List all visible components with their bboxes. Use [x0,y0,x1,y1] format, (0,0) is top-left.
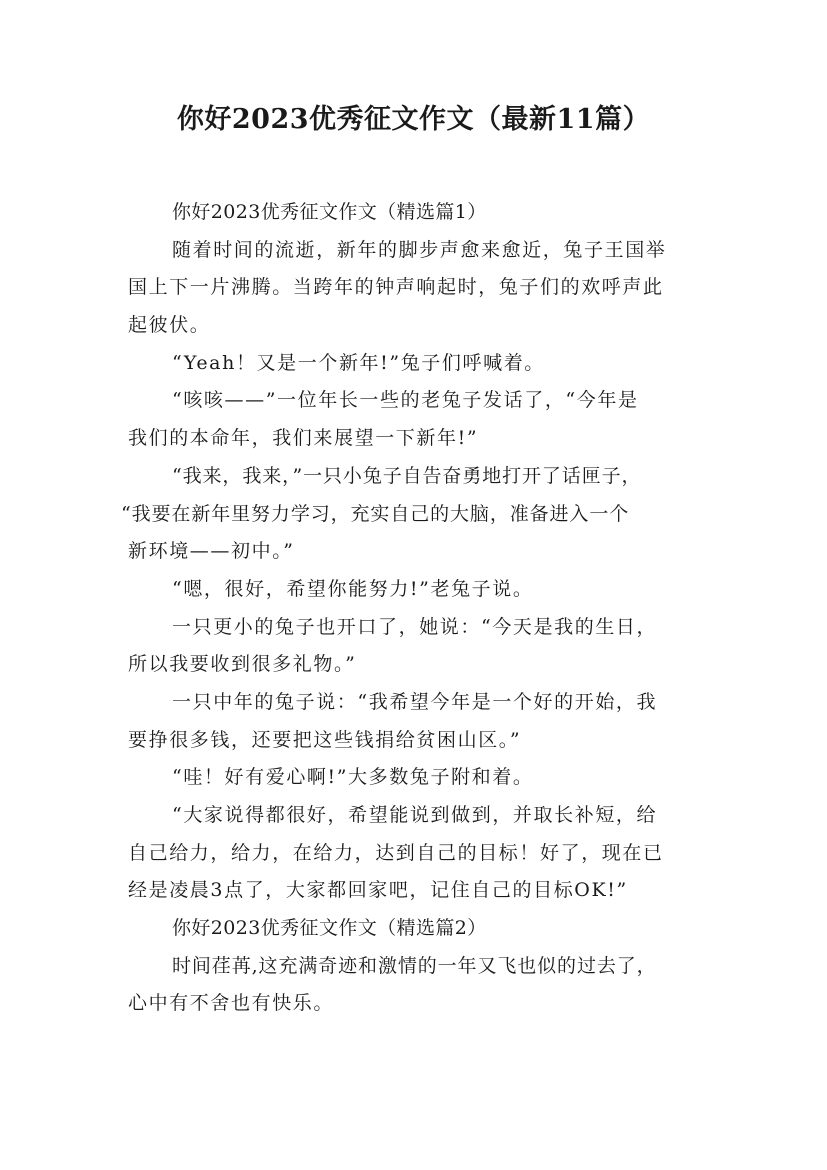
paragraph-line: “大家说得都很好，希望能说到做到，并取长补短，给 [172,804,658,826]
paragraph-line: 心中有不舍也有快乐。 [128,992,335,1015]
paragraph-line: 起彼伏。 [128,314,211,337]
section-heading: 你好2023优秀征文作文（精选篇2） [172,917,487,940]
paragraph-line: 时间荏苒,这充满奇迹和激情的一年又飞也似的过去了， [172,954,657,977]
paragraph-line: “咳咳——”一位年长一些的老兔子发话了，“今年是 [172,389,639,412]
document-title: 你好2023优秀征文作文（最新11篇） [176,104,651,135]
paragraph-line: 要挣很多钱，还要把这些钱捐给贫困山区。” [128,728,522,751]
paragraph-line: 我们的本命年，我们来展望一下新年!” [128,427,479,450]
paragraph-line: “Yeah！又是一个新年!”兔子们呼喊着。 [172,351,545,374]
paragraph-line: 国上下一片沸腾。当跨年的钟声响起时，兔子们的欢呼声此 [128,276,664,299]
paragraph-line: 所以我要收到很多礼物。” [128,653,357,676]
paragraph-line: “我要在新年里努力学习，充实自己的大脑，准备进入一个 [121,502,630,525]
paragraph-line: “我来，我来，”一只小兔子自告奋勇地打开了话匣子， [172,464,642,487]
paragraph-line: 新环境——初中。” [128,540,295,563]
paragraph-line: 经是凌晨3点了，大家都回家吧，记住自己的目标OK!” [128,879,628,902]
paragraph-line: 一只中年的兔子说：“我希望今年是一个好的开始，我 [172,690,658,713]
paragraph-line: 自己给力，给力，在给力，达到自己的目标！好了，现在已 [128,841,664,864]
paragraph-line: 随着时间的流逝，新年的脚步声愈来愈近，兔子王国举 [172,238,667,261]
paragraph-line: “嗯，很好，希望你能努力!”老兔子说。 [172,577,534,600]
document-body [121,194,708,1023]
section-heading: 你好2023优秀征文作文（精选篇1） [172,201,487,223]
paragraph-line: “哇！好有爱心啊!”大多数兔子附和着。 [172,766,534,789]
paragraph-line: 一只更小的兔子也开口了，她说：“今天是我的生日， [172,615,658,638]
